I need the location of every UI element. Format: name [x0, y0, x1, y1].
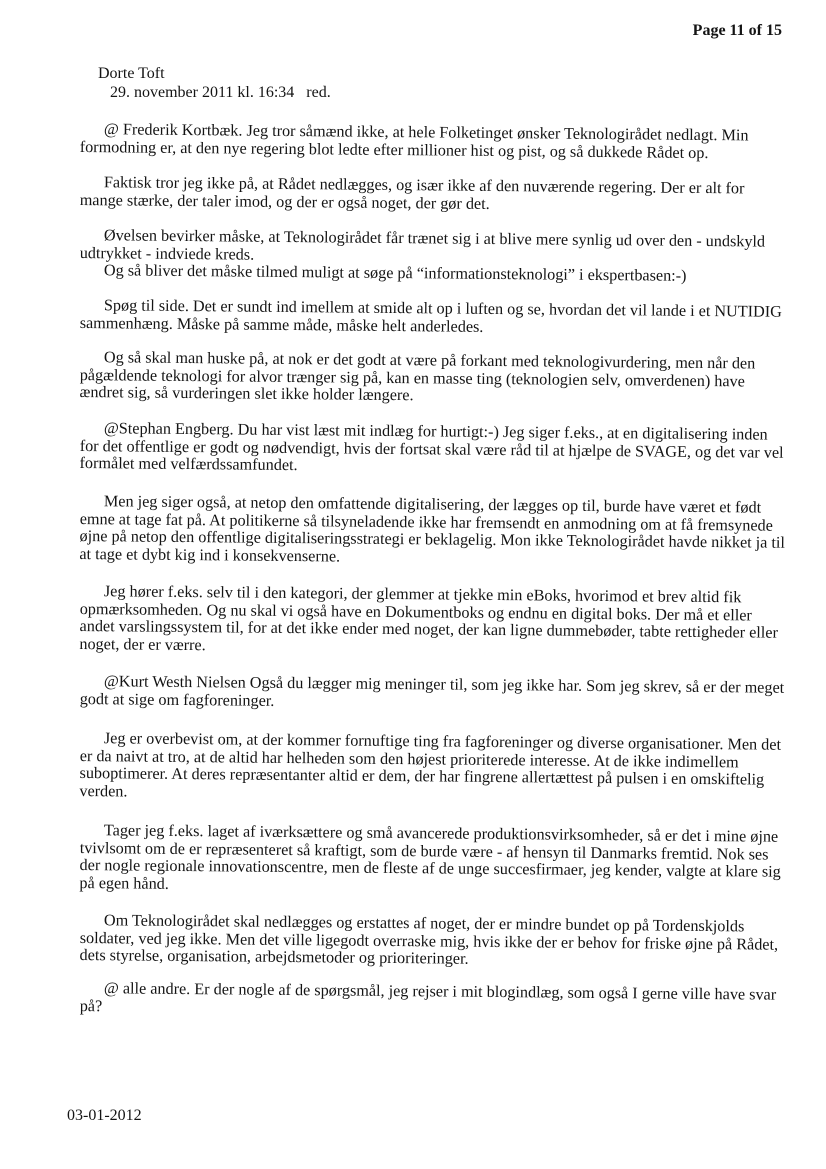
- comment-header: [98, 64, 331, 102]
- paragraph: @ alle andre. Er der nogle af de spørgsmål, jeg rejser i mit blogindlæg, som også I gerne ville have svar på?: [79, 979, 777, 1015]
- paragraph: @ Frederik Kortbæk. Jeg tror såmænd ikke, at hele Folketinget ønsker Teknologirådet nedlagt. Min formodning er, at den nye regering blot ledte efter millioner hist og pist, og så dukkede Rådet op.: [79, 120, 749, 162]
- footer-date: 03-01-2012: [67, 1107, 142, 1124]
- paragraph: Om Teknologirådet skal nedlægges og erstattes af noget, der er mindre bundet op på Tordenskjolds soldater, ved jeg ikke. Men det ville ligegodt overraske mig, hvis ikke der er behov for friske øjne på Rådet, dets styrelse, organisation, arbejdsmetoder og prioriteringer.: [79, 910, 779, 968]
- paragraph: Øvelsen bevirker måske, at Teknologirådet får trænet sig i at blive mere synlig ud over den - undskyld udtrykket - indviede kreds.: [79, 226, 766, 264]
- comment-body: [80, 121, 786, 1015]
- paragraph: @Kurt Westh Nielsen Også du lægger mig meninger til, som jeg ikke har. Som jeg skrev, så er der meget godt at sige om fagforeninger.: [79, 671, 785, 709]
- paragraph: Og så bliver det måske tilmed muligt at søge på “informationsteknologi” i ekspertbasen:-): [103, 261, 687, 285]
- paragraph: Jeg hører f.eks. selv til i den kategori, der glemmer at tjekke min eBoks, hvorimod et brev altid fik opmærksomheden. Og nu skal vi også have en Dokumentboks og endnu en digital boks. Der må et eller andet varslingssystem til, for at det ikke ender med noget, der kan ligne dummebøder, tabte rettigheder eller noget, der er værre.: [79, 581, 778, 654]
- page-number: Page 11 of 15: [692, 22, 782, 39]
- comment-meta: [98, 83, 331, 102]
- comment-author: Dorte Toft: [98, 65, 165, 82]
- paragraph: Jeg er overbevist om, at der kommer fornuftige ting fra fagforeninger og diverse organisationer. Men det er da naivt at tro, at de altid har helheden som den højest prioriterede interesse. At de ikke indimellem suboptimerer. At deres repræsentanter altid er dem, der har fingrene allertættest på pulsen i en omskiftelig verden.: [79, 728, 782, 800]
- comment-tag: red.: [306, 84, 331, 101]
- paragraph: @Stephan Engberg. Du har vist læst mit indlæg for hurtigt:-) Jeg siger f.eks., at en digitalisering inden for det offentlige er godt og nødvendigt, hvis der fortsat skal være råd til at hjælpe de SVAGE, og det var vel formålet med velfærdssamfundet.: [79, 419, 784, 475]
- paragraph: Spøg til side. Det er sundt ind imellem at smide alt op i luften og se, hvordan det vil lande i et NUTIDIG sammenhæng. Måske på samme måde, måske helt anderledes.: [79, 295, 782, 335]
- paragraph: Og så skal man huske på, at nok er det godt at være på forkant med teknologivurdering, men når den pågældende teknologi for alvor trænger sig på, kan en masse ting (teknologien selv, omverdenen) have ændret sig, så vurderingen slet ikke holder længere.: [79, 347, 756, 404]
- paragraph: Faktisk tror jeg ikke på, at Rådet nedlægges, og især ikke af den nuværende regering. Der er alt for mange stærke, der taler imod, og der er også noget, der gør det.: [79, 173, 745, 213]
- paragraph: Tager jeg f.eks. laget af iværksættere og små avancerede produktionsvirksomheder, så er det i mine øjne tvivlsomt om de er repræsenteret så kraftigt, som de burde være - af hensyn til Danmarks fremtid. Nok ses der nogle regionale innovationscentre, men de fleste af de unge succesfirmaer, jeg kender, valgte at klare sig på egen hånd.: [79, 820, 781, 892]
- paragraph: Men jeg siger også, at netop den omfattende digitalisering, der lægges op til, burde have været et født emne at tage fat på. At politikerne så tilsyneladende ikke har fremsendt en anmodning om at få fremsynede øjne på netop den offentlige digitaliseringsstrategi er beklagelig. Mon ikke Teknologirådet havde nikket ja til at tage et dybt kig ind i konsekvenserne.: [79, 491, 786, 565]
- comment-timestamp: 29. november 2011 kl. 16:34: [110, 84, 295, 101]
